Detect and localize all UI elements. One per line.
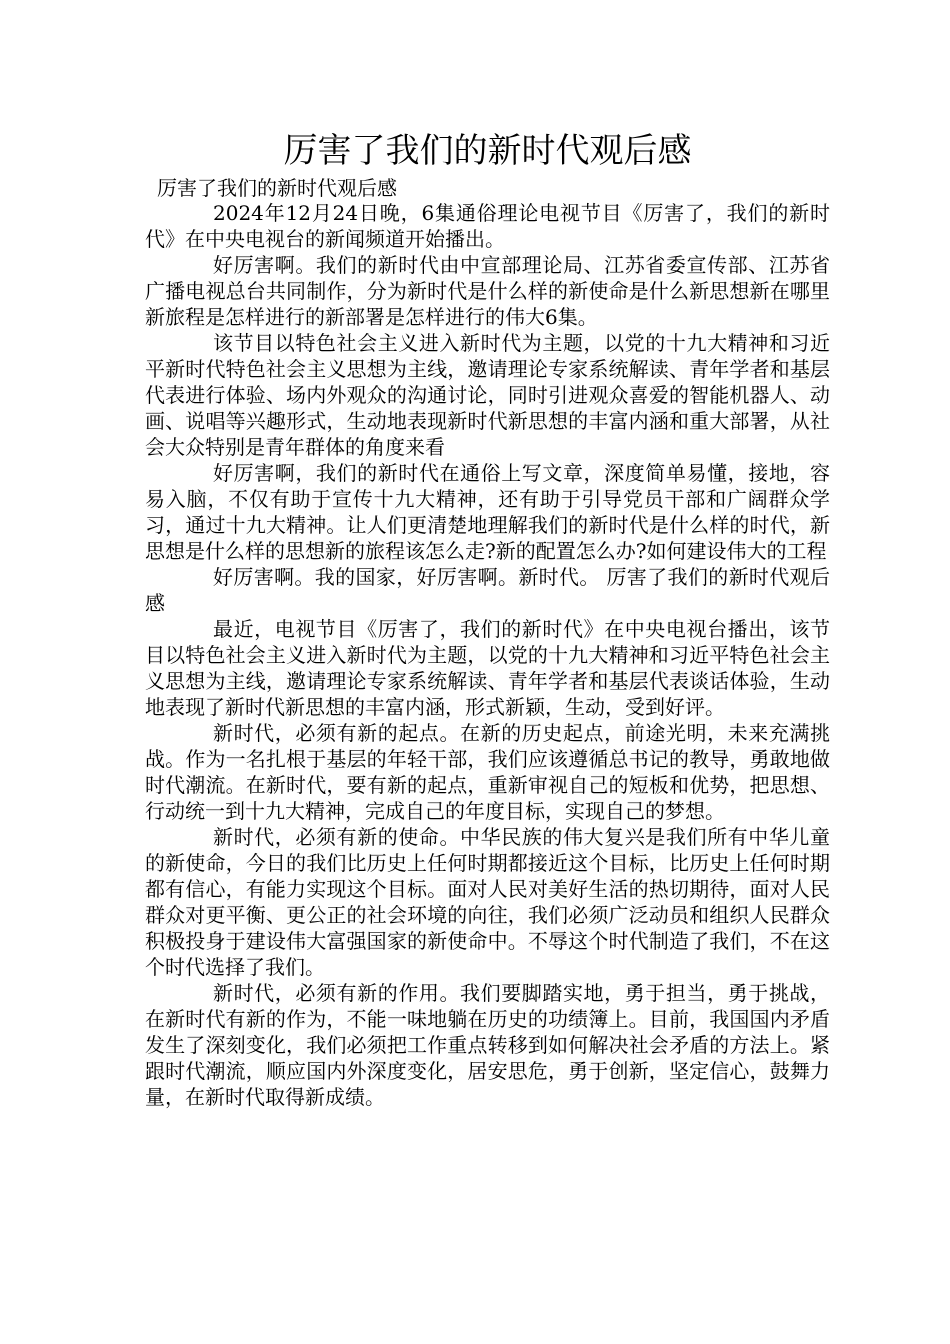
document-page bbox=[145, 128, 830, 1110]
paragraph-4: 好厉害啊，我们的新时代在通俗上写文章，深度简单易懂，接地，容易入脑，不仅有助于宣传十九大精神，还有助于引导党员干部和广阔群众学习，通过十九大精神。让人们更清楚地理解我们的新时代是什么样的时代，新思想是什么样的思想新的旅程该怎么走?新的配置怎么办?如何建设伟大的工程 bbox=[145, 461, 830, 563]
paragraph-1: 2024年12月24日晚，6集通俗理论电视节目《厉害了，我们的新时代》在中央电视台的新闻频道开始播出。 bbox=[145, 201, 830, 251]
paragraph-9: 新时代，必须有新的作用。我们要脚踏实地，勇于担当，勇于挑战，在新时代有新的作为，不能一味地躺在历史的功绩簿上。目前，我国国内矛盾发生了深刻变化，我们必须把工作重点转移到如何解决社会矛盾的方法上。紧跟时代潮流，顺应国内外深度变化，居安思危，勇于创新，坚定信心，鼓舞力量，在新时代取得新成绩。 bbox=[145, 981, 830, 1109]
paragraph-7: 新时代，必须有新的起点。在新的历史起点，前途光明，未来充满挑战。作为一名扎根于基层的年轻干部，我们应该遵循总书记的教导，勇敢地做时代潮流。在新时代，要有新的起点，重新审视自己的短板和优势，把思想、行动统一到十九大精神，完成自己的年度目标，实现自己的梦想。 bbox=[145, 721, 830, 823]
paragraph-2: 好厉害啊。我们的新时代由中宣部理论局、江苏省委宣传部、江苏省广播电视总台共同制作，分为新时代是什么样的新使命是什么新思想新在哪里新旅程是怎样进行的新部署是怎样进行的伟大6集。 bbox=[145, 253, 830, 329]
document-body bbox=[145, 200, 830, 1110]
paragraph-6: 最近，电视节目《厉害了，我们的新时代》在中央电视台播出，该节目以特色社会主义进入新时代为主题，以党的十九大精神和习近平特色社会主义思想为主线，邀请理论专家系统解读、青年学者和基层代表谈话体验，生动地表现了新时代新思想的丰富内涵，形式新颖，生动，受到好评。 bbox=[145, 617, 830, 719]
paragraph-3: 该节目以特色社会主义进入新时代为主题，以党的十九大精神和习近平新时代特色社会主义思想为主线，邀请理论专家系统解读、青年学者和基层代表进行体验、场内外观众的沟通讨论，同时引进观众喜爱的智能机器人、动画、说唱等兴趣形式，生动地表现新时代新思想的丰富内涵和重大部署，从社会大众特别是青年群体的角度来看 bbox=[145, 331, 830, 459]
paragraph-8: 新时代，必须有新的使命。中华民族的伟大复兴是我们所有中华儿童的新使命，今日的我们比历史上任何时期都接近这个目标，比历史上任何时期都有信心，有能力实现这个目标。面对人民对美好生活的热切期待，面对人民群众对更平衡、更公正的社会环境的向往，我们必须广泛动员和组织人民群众积极投身于建设伟大富强国家的新使命中。不辱这个时代制造了我们，不在这个时代选择了我们。 bbox=[145, 825, 830, 979]
document-subtitle: 厉害了我们的新时代观后感 bbox=[157, 176, 397, 200]
paragraph-5: 好厉害啊。我的国家，好厉害啊。新时代。 厉害了我们的新时代观后感 bbox=[145, 565, 830, 615]
document-title: 厉害了我们的新时代观后感 bbox=[283, 131, 692, 171]
